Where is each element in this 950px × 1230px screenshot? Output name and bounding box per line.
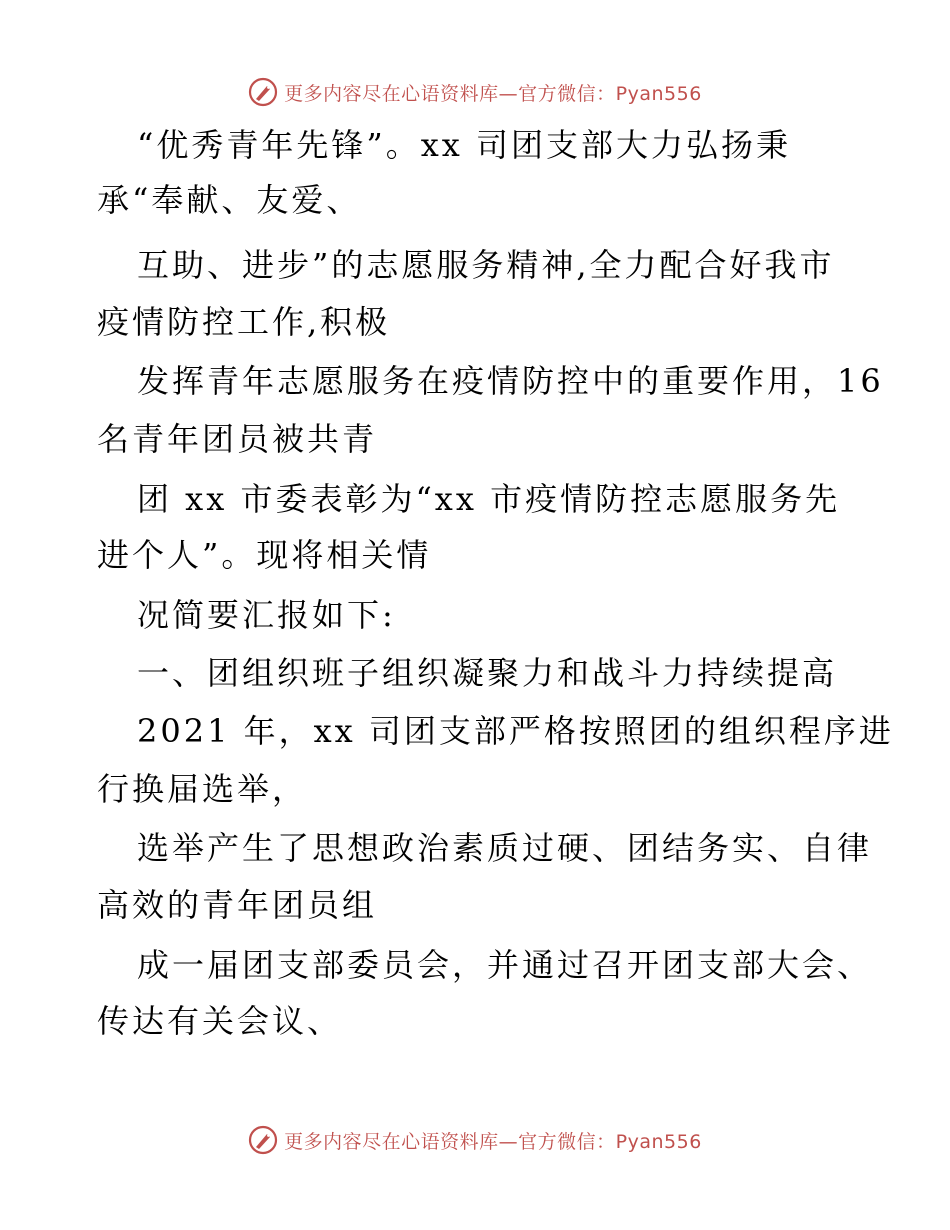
- body-line: “优秀青年先锋”。xx 司团支部大力弘扬秉: [137, 126, 791, 164]
- footer-banner-text: 更多内容尽在心语资料库—官方微信：Pyan556: [284, 1130, 702, 1153]
- footer-banner: [0, 1120, 950, 1160]
- body-line: 进个人”。现将相关情: [97, 536, 432, 574]
- body-line: 2021 年，xx 司团支部严格按照团的组织程序进: [137, 712, 894, 750]
- pen-nib-logo-icon: [248, 77, 278, 107]
- body-line: 疫情防控工作,积极: [97, 303, 391, 341]
- body-line: 选举产生了思想政治素质过硬、团结务实、自律: [137, 829, 873, 867]
- body-line: 成一届团支部委员会，并通过召开团支部大会、: [137, 946, 873, 984]
- body-line: 行换届选举，: [97, 770, 308, 808]
- body-line: 承“奉献、友爱、: [97, 181, 362, 219]
- body-line: 况简要汇报如下:: [137, 596, 396, 634]
- body-line: 高效的青年团员组: [97, 886, 378, 924]
- body-line: 名青年团员被共青: [97, 420, 378, 458]
- header-banner-text: 更多内容尽在心语资料库—官方微信：Pyan556: [284, 82, 702, 105]
- body-line: 一、团组织班子组织凝聚力和战斗力持续提高: [137, 654, 838, 692]
- body-line: 发挥青年志愿服务在疫情防控中的重要作用，16: [137, 362, 884, 400]
- pen-nib-logo-icon: [248, 1125, 278, 1155]
- body-line: 传达有关会议、: [97, 1002, 343, 1040]
- header-banner: [0, 72, 950, 112]
- body-line: 团 xx 市委表彰为“xx 市疫情防控志愿服务先: [137, 480, 841, 518]
- body-line: 互助、进步”的志愿服务精神,全力配合好我市: [137, 246, 835, 284]
